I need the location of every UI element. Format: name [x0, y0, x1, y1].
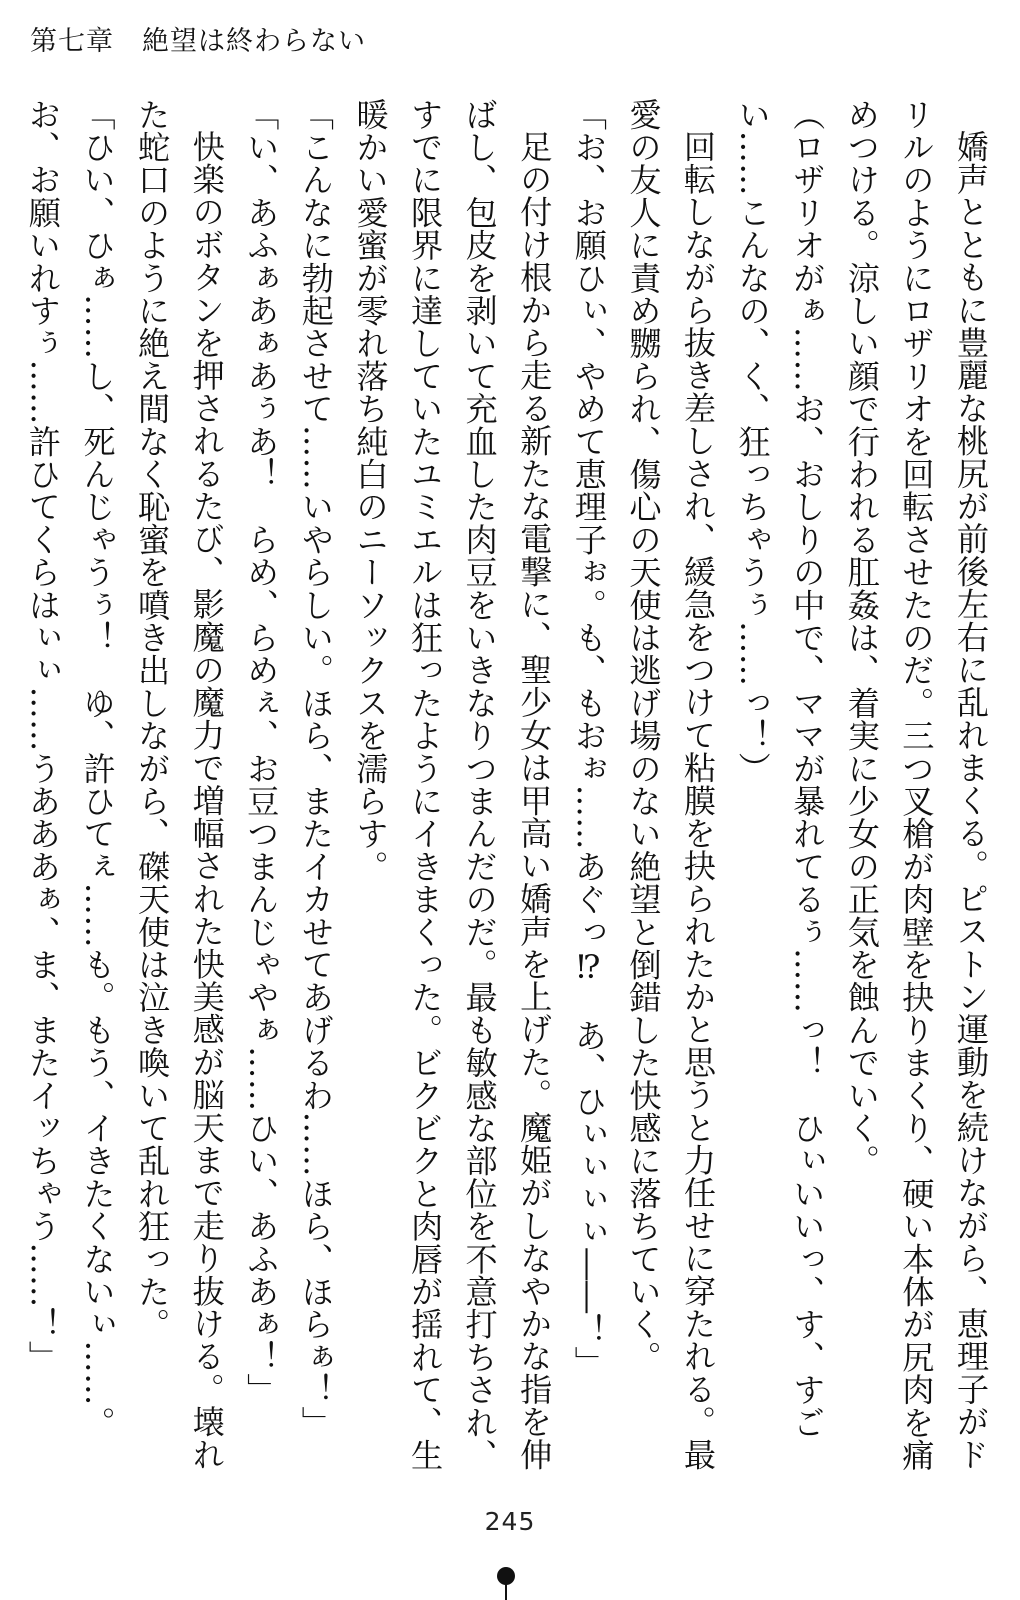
paragraph-narration-2: 回転しながら抜き差しされ、緩急をつけて粘膜を抉られたかと思うと力任せに穿たれる。最愛の友人に責め嬲られ、傷心の天使は逃げ場のない絶望と倒錯した快感に落ちていく。: [624, 98, 718, 1471]
running-header: [30, 22, 366, 62]
page-number: 245: [484, 1507, 536, 1536]
paragraph-dialogue-3: 「い、あふぁあぁあぅあ！ らめ、らめぇ、お豆つまんじゃやぁ……ひい、あふあぁ！」: [242, 98, 281, 1406]
paragraph-narration-3: 足の付け根から走る新たな電撃に、聖少女は甲高い嬌声を上げた。魔姫がしなやかな指を伸ばし、包皮を剥いて充血した肉豆をいきなりつまんだのだ。最も敏感な部位を不意打ちされ、すでに限界に達していたユミエルは狂ったようにイきまくった。ビクビクと肉唇が揺れて、生暖かい愛蜜が零れ落ち純白のニーソックスを濡らす。: [351, 98, 554, 1472]
paragraph-dialogue-4: 「ひい、ひぁ……し、死んじゃうぅ！ ゆ、許ひてぇ……も。もう、イきたくないぃ……。お、お願いれすぅ……許ひてくらはぃぃ……うあああぁ、ま、またイッちゃう……！」: [23, 98, 117, 1439]
paragraph-narration-4: 快楽のボタンを押されるたび、影魔の魔力で増幅された快美感が脳天まで走り抜ける。壊れた蛇口のように絶え間なく恥蜜を噴き出しながら、磔天使は泣き喚いて乱れ狂った。: [133, 98, 226, 1471]
paragraph-narration-1: 嬌声とともに豊麗な桃尻が前後左右に乱れまくる。ピストン運動を続けながら、恵理子がドリルのようにロザリオを回転させたのだ。三つ叉槍が肉壁を抉りまくり、硬い本体が尻肉を痛めつける。涼しい顔で行われる肛姦は、着実に少女の正気を蝕んでいく。: [842, 98, 990, 1472]
paragraph-dialogue-1: 「お、お願ひぃ、やめて恵理子ぉ。も、もおぉ……あぐっ⁉ あ、ひぃぃぃぃ――！」: [569, 98, 608, 1380]
vertical-body-text: [23, 98, 998, 1478]
chapter-label: 第七章: [30, 26, 114, 57]
paragraph-inner-voice: （ロザリオがぁ……お、おしりの中で、ママが暴れてるぅ……っ！ ひぃいいっ、す、すごい……こんなの、く、狂っちゃうぅ……っ！）: [733, 98, 827, 1439]
chapter-title: 絶望は終わらない: [142, 26, 366, 57]
folio-dot-ornament: [497, 1567, 515, 1585]
folio-stem-ornament: [505, 1584, 507, 1600]
paragraph-dialogue-2: 「こんなに勃起させて……いやらしい。ほら、またイカせてあげるわ……ほら、ほらぁ！」: [296, 98, 335, 1439]
